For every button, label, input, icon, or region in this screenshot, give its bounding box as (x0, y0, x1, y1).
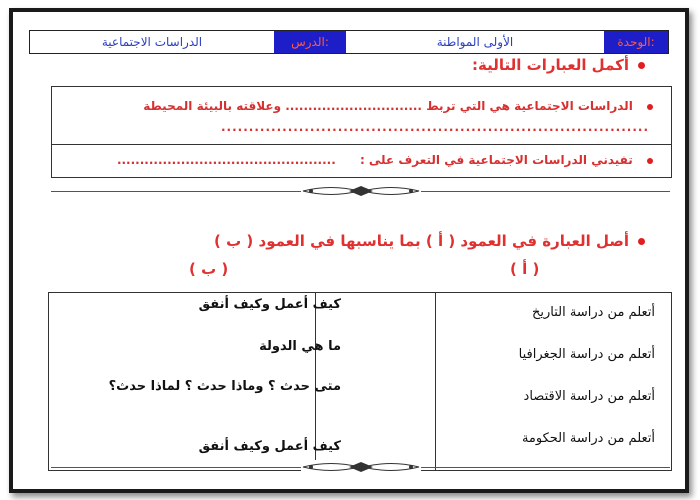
completion-item-1-continued (221, 120, 649, 134)
unit-value: الأولى المواطنة (346, 31, 604, 53)
ornament-icon (301, 460, 421, 474)
header-bar (29, 30, 669, 54)
column-a-item: أتعلم من دراسة الحكومة (521, 431, 655, 446)
blank-line[interactable]: ............................................................................. (220, 120, 649, 134)
column-b-item: كيف أعمل وكيف أنفق (198, 439, 341, 454)
column-a-item: أتعلم من دراسة التاريخ (532, 305, 655, 320)
section2-title: أصل العبارة في العمود ( أ ) بما يناسبها في العمود ( ب ) (214, 232, 645, 250)
bullet-icon (638, 238, 645, 245)
matching-table (48, 292, 672, 471)
column-b-header: ( ب ) (189, 260, 229, 278)
completion-box (51, 86, 672, 178)
column-b-item: ما هي الدولة (259, 339, 341, 354)
table-divider (435, 293, 436, 470)
bullet-icon (647, 158, 653, 164)
blank-line[interactable]: .............................. (285, 99, 422, 113)
lesson-label: الدرس: (274, 31, 346, 53)
blank-line[interactable]: ................................................ (116, 153, 336, 167)
completion-item-2: تفيدني الدراسات الاجتماعية في التعرف على : ................................................ (117, 153, 653, 167)
completion-item-1: الدراسات الاجتماعية هي التي تربط .............................. وعلاقته بالبيئة المحيطة (143, 99, 653, 113)
ornament-divider (51, 460, 670, 474)
worksheet-page (9, 8, 689, 493)
lesson-value: الدراسات الاجتماعية (30, 31, 274, 53)
column-a-header: ( أ ) (510, 260, 540, 278)
column-b-item: كيف أعمل وكيف أنفق (198, 297, 341, 312)
ornament-icon (301, 184, 421, 198)
ornament-divider (51, 184, 670, 198)
unit-label: الوحدة: (604, 31, 668, 53)
column-a-item: أتعلم من دراسة الجغرافيا (518, 347, 655, 362)
section1-title: أكمل العبارات التالية: (472, 56, 645, 74)
column-a-item: أتعلم من دراسة الاقتصاد (523, 389, 655, 404)
bullet-icon (647, 104, 653, 110)
bullet-icon (638, 62, 645, 69)
column-b-item: متى حدث ؟ وماذا حدث ؟ لماذا حدث؟ (108, 379, 341, 394)
box-divider (52, 144, 671, 145)
